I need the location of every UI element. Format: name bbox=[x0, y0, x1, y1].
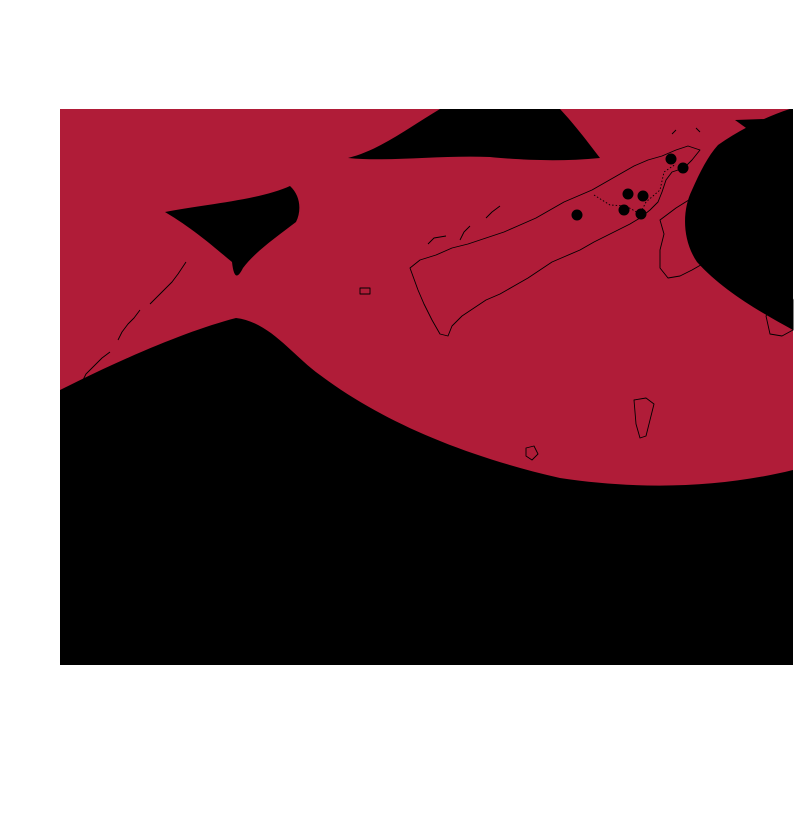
station-dot bbox=[636, 209, 647, 220]
station-dot bbox=[678, 163, 689, 174]
station-tagitagi[interactable] bbox=[231, 436, 242, 447]
station-dot bbox=[619, 205, 630, 216]
station-dot bbox=[206, 466, 217, 477]
station-wainikoro[interactable] bbox=[678, 163, 689, 174]
station-dot bbox=[156, 622, 167, 633]
station-srif[interactable] bbox=[638, 191, 649, 202]
station-dot bbox=[252, 444, 263, 455]
station-labasa[interactable] bbox=[623, 189, 634, 200]
station-dot-2 bbox=[151, 483, 162, 494]
station-vatukoula[interactable] bbox=[244, 458, 255, 469]
station-vunimoli[interactable] bbox=[636, 209, 647, 220]
station-penang[interactable] bbox=[325, 424, 336, 435]
station-dot bbox=[346, 475, 357, 486]
station-drasa[interactable] bbox=[164, 478, 175, 489]
station-navo[interactable] bbox=[144, 530, 155, 541]
station-dot bbox=[139, 488, 150, 499]
station-dot bbox=[638, 191, 649, 202]
station-malolo[interactable] bbox=[131, 536, 142, 547]
station-dot-2 bbox=[215, 479, 226, 490]
station-dot bbox=[138, 617, 149, 628]
station-rarawai[interactable] bbox=[206, 466, 217, 477]
station-dot bbox=[199, 478, 210, 489]
station-dot bbox=[572, 210, 583, 221]
station-meigunyah[interactable] bbox=[159, 528, 170, 539]
station-cuvu[interactable] bbox=[138, 617, 149, 628]
station-tavua[interactable] bbox=[252, 444, 263, 455]
station-dot bbox=[164, 478, 175, 489]
station-dobuilevu[interactable] bbox=[346, 475, 357, 486]
station-dot bbox=[202, 492, 213, 503]
station-dot bbox=[666, 154, 677, 165]
station-dot bbox=[131, 536, 142, 547]
station-olosara[interactable] bbox=[156, 622, 167, 633]
station-dot bbox=[244, 458, 255, 469]
station-lomawai[interactable] bbox=[111, 592, 122, 603]
station-dot bbox=[158, 516, 169, 527]
station-natova[interactable] bbox=[158, 516, 169, 527]
station-dot bbox=[623, 189, 634, 200]
station-dot bbox=[325, 424, 336, 435]
station-dot bbox=[111, 592, 122, 603]
station-mota[interactable] bbox=[202, 492, 213, 503]
station-seaqaqa[interactable] bbox=[572, 210, 583, 221]
station-dot bbox=[159, 528, 170, 539]
station-waiqele[interactable] bbox=[619, 205, 630, 216]
station-dot bbox=[144, 530, 155, 541]
station-dot bbox=[231, 436, 242, 447]
station-vunivutu[interactable] bbox=[666, 154, 677, 165]
probability-field bbox=[60, 108, 793, 665]
